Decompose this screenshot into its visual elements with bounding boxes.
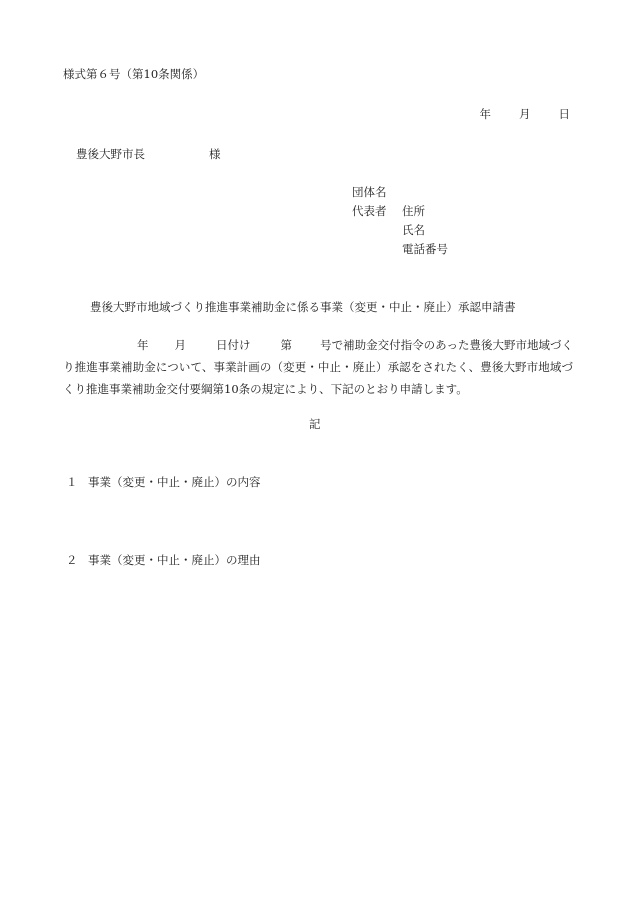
addressee-name: 豊後大野市長 (76, 147, 145, 161)
rep-label: 代表者 (352, 204, 387, 218)
body-paragraph (63, 334, 573, 400)
document-title: 豊後大野市地域づくり推進事業補助金に係る事業（変更・中止・廃止）承認申請書 (90, 300, 516, 314)
ki-heading: 記 (309, 417, 321, 431)
item-number: １ (66, 475, 78, 489)
name-label: 氏名 (402, 223, 425, 237)
date-year: 年 (479, 107, 491, 121)
body-day: 日付け (216, 338, 251, 352)
body-year: 年 (137, 338, 149, 352)
applicant-block (352, 183, 448, 259)
item-label: 事業（変更・中止・廃止）の理由 (88, 553, 261, 567)
org-label: 団体名 (352, 185, 387, 199)
phone-label: 電話番号 (402, 242, 448, 256)
addressee (76, 146, 221, 162)
form-number: 様式第６号（第10条関係） (63, 67, 205, 81)
date-month: 月 (519, 107, 531, 121)
date-line (480, 106, 571, 122)
address-label: 住所 (402, 204, 425, 218)
list-item (66, 552, 261, 568)
item-number: ２ (66, 553, 78, 567)
list-item (66, 474, 261, 490)
body-month: 月 (174, 338, 187, 352)
body-dai: 第 (280, 338, 293, 352)
addressee-honorific: 様 (209, 147, 221, 161)
body-rest: 号で補助金交付指令のあった豊後大野市地域づくり推進事業補助金について、事業計画の（変更・中止・廃止）承認をされたく、豊後大野市地域づくり推進事業補助金交付要綱第10条の規定により、下記のとおり申請します。 (63, 338, 574, 396)
date-day: 日 (558, 107, 570, 121)
item-label: 事業（変更・中止・廃止）の内容 (88, 475, 261, 489)
